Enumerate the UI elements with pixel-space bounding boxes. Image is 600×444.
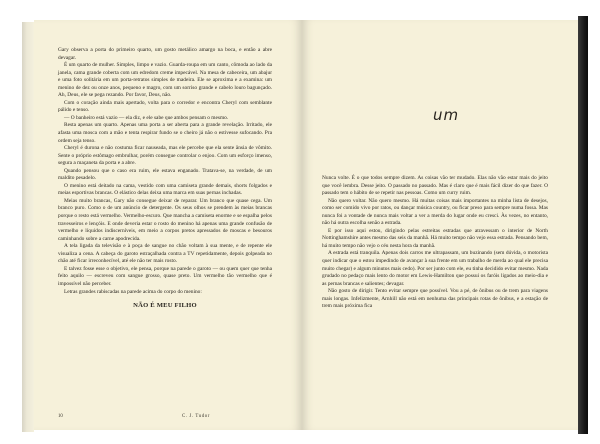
paragraph: E por isso aqui estou, dirigindo pelas estreitas estradas que atravessam o interior de North Nottinghamshire antes mesmo das seis da manhã. Há muito tempo não vejo essa estrada. Pensando bem, há muito tempo não vejo o céu nesta hora da manhã. — [322, 227, 548, 249]
paragraph: Quando pensou que o caso era ruim, ele estava enganado. Tratava-se, na verdade, de um maldito pesadelo. — [58, 167, 272, 182]
running-head: C. J. Tudor — [182, 414, 210, 419]
paragraph: Cheryl é durona e não costuma ficar nauseada, mas ele percebe que ela sente ânsia de vômito. Sente o próprio estômago embrulhar, porém consegue controlar o enjoo. Com um esforço imenso, segura a maçaneta da porta e a abre. — [58, 145, 272, 167]
paragraph: É um quarto de mulher. Simples, limpo e vazio. Guarda-roupa em um canto, cômoda ao lado da janela, cama grande coberta com um edredom creme impecável. Na mesa de cabeceira, um abajur e uma foto solitária em um porta-retratos simples de madeira. Ele se aproxima e a examina: um menino de dez ou onze anos, pequeno e magro, com um sorriso grande e cabelo louro bagunçado. Ah, Deus, ele se pega rezando. Por favor, Deus, não. — [58, 62, 272, 99]
left-page-edges — [22, 22, 34, 432]
paragraph: A tela ligada da televisão e à poça de sangue no chão voltam à sua mente, e de repente ele visualiza a cena. A cabeça do garoto estraçalhada contra a TV repetidamente, depois golpeada no chão até ficar irreconhecível, até ele não ter mais rosto. — [58, 243, 272, 265]
right-page-body — [322, 175, 548, 311]
paragraph: Resta apenas um quarto. Apenas uma porta a ser aberta para a grande revelação. Irritado, ele afasta uma mosca com a mão e tenta respirar fundo se o cheiro já não o estivesse sufocando. Pra ordem seja tenso. — [58, 122, 272, 144]
paragraph: A estrada está tranquila. Apenas dois carros me ultrapassam, um buzinando (sem dúvida, o motorista quer indicar que o estou impedindo de avançar à sua frente em um trabalho de merda ao qual ele precisa muito chegar) e algum minutos mais cedo). Por ser junto com ele, eu tinha decidido evitar mesmo. Nada grudado no pedaço mais lento do motor em Lewis-Hamilton que possui os faróis ligados ao meio-dia e as pernas brancas e salientes; devagar. — [322, 250, 548, 287]
page-number: 10 — [58, 414, 63, 419]
paragraph: E talvez fosse esse o objetivo, ele pensa, porque na parede o garoto — ou quem quer que tenha feito aquilo — escreveu com sangue grosso, quase preto. Um vermelho tão vermelho que é impossível não perceber. — [58, 265, 272, 287]
paragraph: Meias muito brancas, Gary não consegue deixar de reparar. Um branco que quase cega. Um branco puro. Como o de um anúncio de detergente. Os seus olhos se prendem às meias brancas porque o resto está vermelho. Vermelho-escuro. Que mancha a camiseta enorme e se espalha pelos travesseiros e lençóis. E onde deveria estar o rosto do menino há apenas uma grande confusão de vermelho e líquidos indiscerníveis, em meio a corpos pretos apressados de moscas e besouros caminhando sobre a carne apodrecida. — [58, 197, 272, 242]
open-book — [22, 16, 588, 434]
paragraph: Letras grandes rabiscadas na parede acima do corpo do menino: — [64, 288, 202, 295]
paragraph: Não quero voltar. Não quero mesmo. Há muitas coisas mais importantes na minha lista de desejos, como ser comido vivo por ratos, ou dançar música country, ou ficar preso para sempre numa fossa. Mas nunca foi a vontade de nunca mais voltar a ver a merda do lugar onde eu cresci. Às vezes, no entanto, não há outra escolha senão a estrada. — [322, 197, 548, 227]
paragraph: Não gosto de dirigir. Tento evitar sempre que possível. Vou a pé, de ônibus ou de trem para viagens mais longas. Infelizmente, Arnhill não está em nenhuma das principais rotas de ônibus, e a estação de trem mais próxima fica — [322, 288, 548, 310]
left-page — [34, 20, 302, 430]
right-page — [302, 20, 578, 430]
paragraph: Com o coração ainda mais apertado, volta para o corredor e encontra Cheryl com semblante pálido e tenso. — [58, 99, 272, 114]
paragraph: Nunca volte. É o que todos sempre dizem. As coisas vão ter mudado. Elas não vão estar mais do jeito que você lembra. Desse jeito. O passado no passado. Mas é claro que é mais fácil dizer do que fazer. O passado tem o hábito de se repetir nas pessoas. Como um curry ruim. — [322, 175, 548, 197]
paragraph: O menino está deitado na cama, vestido com uma camiseta grande demais, shorts folgados e meias esportivas brancas. O elástico delas deixa uma marca em suas pernas inchadas. — [58, 182, 272, 197]
paragraph: Gary observa a porta do primeiro quarto, um gosto metálico amargo na boca, e então a abre devagar. — [58, 47, 272, 61]
chapter-title: um — [432, 106, 460, 124]
paragraph: — O banheiro está vazio — ela diz, e ele sabe que ambos pensam o mesmo. — [64, 114, 229, 121]
back-cover-edge — [578, 16, 588, 434]
left-page-body — [58, 47, 272, 310]
wall-message: NÃO É MEU FILHO — [133, 302, 197, 310]
